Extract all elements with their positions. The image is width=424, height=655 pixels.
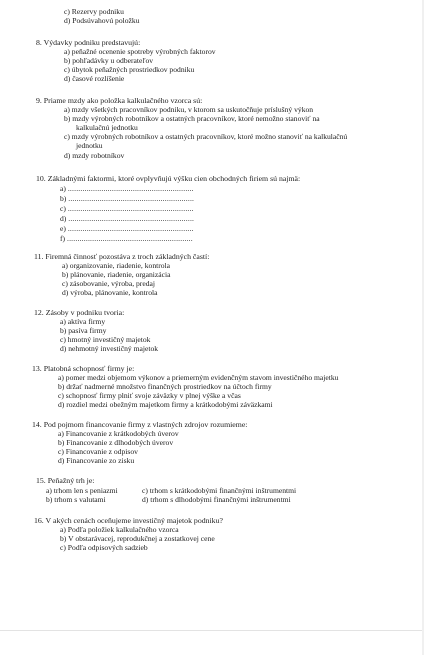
list-item: a) Financovanie z krátkodobých úverov: [58, 429, 179, 438]
list-item: d) časové rozlíšenie: [64, 74, 125, 83]
list-item: c) Rezervy podniku: [64, 7, 124, 16]
list-item: c) mzdy výrobných robotníkov a ostatných pracovníkov, ktoré možno stanoviť na kalkulačnú: [64, 132, 348, 141]
list-item: c) Financovanie z odpisov: [58, 447, 138, 456]
list-item: a) organizovanie, riadenie, kontrola: [62, 261, 171, 270]
list-item: a) pomer medzi objemom výkonov a priemerným evidenčným stavom investičného majetku: [58, 373, 339, 382]
list-item: d) mzdy robotníkov: [64, 151, 125, 160]
list-item: d) ............................................................: [60, 214, 195, 223]
list-item: f) ............................................................: [60, 234, 193, 243]
question-11: 11. Firemná činnosť pozostáva z troch základných častí:: [34, 252, 210, 261]
list-item: b) držať nadmerné množstvo finančných prostriedkov na účtoch firmy: [58, 382, 272, 391]
list-item: c) hmotný investičný majetok: [60, 335, 151, 344]
list-item: c) trhom s krátkodobými finančnými inštrumentmi: [142, 486, 297, 495]
list-item: d) nehmotný investičný majetok: [60, 344, 159, 353]
scan-line: [0, 630, 424, 631]
list-item: b) pohľadávky u odberateľov: [64, 56, 154, 65]
list-item: a) Podľa položiek kalkulačného vzorca: [60, 525, 179, 534]
list-item: b) pasíva firmy: [60, 326, 107, 335]
list-item: d) Financovanie zo zisku: [58, 456, 135, 465]
question-15: 15. Peňažný trh je:: [36, 476, 95, 485]
question-9: 9. Priame mzdy ako položka kalkulačného vzorca sú:: [36, 96, 203, 105]
list-item: a) mzdy všetkých pracovníkov podniku, v ktorom sa uskutočňuje príslušný výkon: [64, 105, 314, 114]
list-item: c) úbytok peňažných prostriedkov podniku: [64, 65, 195, 74]
list-item: jednotku: [76, 141, 103, 150]
list-item: e) ............................................................: [60, 224, 194, 233]
list-item: b) V obstarávacej, reprodukčnej a zostatkovej cene: [60, 534, 215, 543]
question-12: 12. Zásoby v podniku tvoria:: [34, 308, 125, 317]
list-item: b) Financovanie z dlhodobých úverov: [58, 438, 174, 447]
question-10: 10. Základnými faktormi, ktoré ovplyvňujú výšku cien obchodných firiem sú najmä:: [36, 174, 301, 183]
list-item: d) rozdiel medzi obežným majetkom firmy a krátkodobými záväzkami: [58, 400, 273, 409]
list-item: c) schopnosť firmy plniť svoje záväzky v plnej výške a včas: [58, 391, 241, 400]
question-8: 8. Výdavky podniku predstavujú:: [36, 38, 141, 47]
list-item: a) peňažné ocenenie spotreby výrobných faktorov: [64, 47, 216, 56]
list-item: b) ............................................................: [60, 194, 195, 203]
list-item: c) Podľa odpisových sadzieb: [60, 543, 148, 552]
question-16: 16. V akých cenách oceňujeme investičný majetok podniku?: [34, 516, 223, 525]
question-13: 13. Platobná schopnosť firmy je:: [32, 364, 135, 373]
list-item: a) ............................................................: [60, 184, 194, 193]
list-item: c) ............................................................: [60, 204, 194, 213]
list-item: b) mzdy výrobných robotníkov a ostatných pracovníkov, ktoré nemožno stanoviť na: [64, 114, 320, 123]
list-item: d) výroba, plánovanie, kontrola: [62, 288, 158, 297]
list-item: b) trhom s valutami: [46, 495, 106, 504]
list-item: kalkulačnú jednotku: [76, 123, 138, 132]
list-item: d) trhom s dlhodobými finančnými inštrumentmi: [142, 495, 291, 504]
list-item: b) plánovanie, riadenie, organizácia: [62, 270, 171, 279]
question-14: 14. Pod pojmom financovanie firmy z vlastných zdrojov rozumieme:: [32, 420, 248, 429]
list-item: a) trhom len s peniazmi: [46, 486, 118, 495]
list-item: a) aktíva firmy: [60, 317, 106, 326]
list-item: c) zásobovanie, výroba, predaj: [62, 279, 155, 288]
list-item: d) Podsúvahovú položku: [64, 16, 140, 25]
